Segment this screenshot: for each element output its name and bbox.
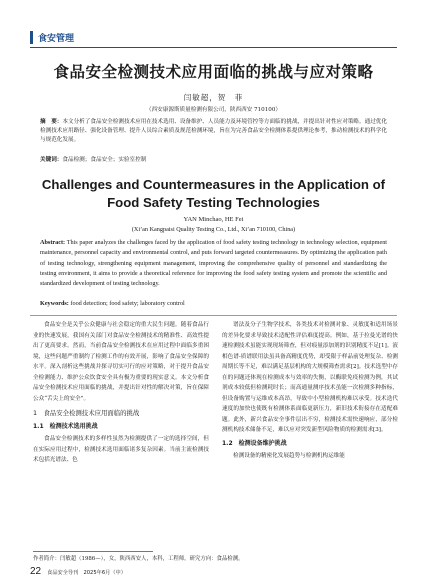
chinese-keywords-label: 关键词： <box>40 157 63 163</box>
body-column-right <box>222 320 398 462</box>
header-rule <box>30 47 397 48</box>
chinese-keywords <box>40 155 387 163</box>
subsection-heading-1-2: 1.2 检测设备维护挑战 <box>222 439 287 447</box>
footnote-rule <box>33 551 153 552</box>
body-column-left <box>33 320 209 466</box>
chinese-abstract-label: 摘 要： <box>40 119 63 125</box>
english-keywords <box>40 300 387 307</box>
chinese-title: 食品安全检测技术应用面临的挑战与应对策略 <box>53 62 374 81</box>
intro-paragraph: 食品安全是关乎公众健康与社会稳定的重大民生问题。随着食品行业的快速发展，我国有关部门对食品安全检测技术的精准性、高效性提出了更高要求。然而，当前食品安全检测技术在应用过程中面临多重困境，这些问题严重制约了检测工作的有效开展，影响了食品安全保障的水平。深入剖析这些挑战并探寻切实可行的应对策略，对于提升食品安全检测能力、维护公众饮食安全具有极为重要的现实意义。本文分析食品安全检测技术应用面临的挑战，并提出针对性的解决对策，旨在保障公众“舌尖上的安全”。 <box>33 322 209 402</box>
chinese-authors: 闫敏超，贺 菲 <box>183 93 244 102</box>
english-keywords-text: food detection; food safety; laboratory control <box>70 300 185 307</box>
author-footnote: 作者简介：闫敏超（1986—），女，陕西西安人，本科，工程师。研究方向：食品检测。 <box>33 556 244 562</box>
section-tag-bar <box>30 31 33 44</box>
journal-name: 食品安全导刊 2025年6月（中） <box>47 570 126 576</box>
english-title: Challenges and Countermeasures in the Application of Food Safety Testing Technologies <box>41 177 386 210</box>
page-number: 22 <box>30 566 42 577</box>
paragraph-1-1-continued: 谱法及分子生物学技术，各类技术对检测对象、灵敏度和适用场景的差异化要求导致技术适配性评估难度提高。例如，基于拉曼光谱的快速检测技术虽能实现现场筛查，但对痕量添加剂的识别精度不足[1]。液相色谱-质谱联用法虽具备高精度优势，却受限于样品前处理复杂、检测周期长等不足，难以满足基层机构的大规模筛查需求[2]。技术选型中存在的问题还体现在检测成本与效率的失衡，以酶联免疫检测为例，其试剂成本较低但检测耗时长；而高通量测序技术虽能一次检测多种指标，但设备购置与运维成本高昂，导致中小型检测机构难以承受。技术迭代速度的加快也使既有检测体系面临更新压力，新旧技术衔接存在适配难题。此外，新兴食品安全事件层出不穷，检测技术需快速响应，部分检测机构技术储备不足，难以应对突发新型风险物质的检测需求[3]。 <box>222 322 398 433</box>
page-footer <box>30 566 126 577</box>
chinese-abstract <box>40 118 387 146</box>
chinese-affiliation: （西安康源斯质量检测有限公司，陕西西安 710100） <box>145 107 281 113</box>
english-abstract-label: Abstract: <box>40 239 66 246</box>
english-abstract <box>40 238 387 289</box>
english-abstract-text: This paper analyzes the challenges faced by the application of food safety testing technology in technology selection, equipment maintenance, personnel capacity and environmental control, and puts forward targeted countermeasures. By optimizing the application path of testing technology, strengthening equipment management, improving the comprehensive quality of personnel and standardizing the testing environment, it aims to provide a theoretical reference for improving the food safety testing system and promote the scientific and standardized development of testing technology. <box>40 239 388 288</box>
chinese-keywords-text: 食品检测；食品安全；实验室控制 <box>62 157 147 163</box>
subsection-heading-1-1: 1.1 检测技术选用挑战 <box>33 422 98 430</box>
abstract-rule <box>30 315 397 316</box>
english-affiliation: (Xi’an Kangpaisi Quality Testing Co., Ltd., Xi’an 710100, China) <box>131 226 296 233</box>
english-keywords-label: Keywords: <box>40 300 69 307</box>
section-tag-label: 食安管理 <box>38 33 75 44</box>
english-authors: YAN Minchao, HE Fei <box>183 216 244 223</box>
chinese-abstract-text: 本文分析了食品安全检测技术应用在技术选用、设备维护、人员能力及环境管控等方面临的挑战，并提出针对性应对策略。通过优化检测技术应用路径、强化设备管理、提升人员综合素质及规范检测环境，旨在为完善食品安全检测体系提供理论参考，推动检测技术的科学化与规范化发展。 <box>40 119 387 144</box>
section-heading-1: 1 食品安全检测技术应用面临的挑战 <box>33 409 140 417</box>
paragraph-1-2: 检测设备的精密化发展趋势与检测机构运维能 <box>233 453 345 459</box>
paragraph-1-1: 食品安全检测技术的多样性虽然为检测提供了一定的选择空间，但在实际应用过程中，检测技术选用面临诸多复杂因素。当前主流检测技术包括光谱法、色 <box>33 436 209 463</box>
section-tag <box>30 30 74 44</box>
